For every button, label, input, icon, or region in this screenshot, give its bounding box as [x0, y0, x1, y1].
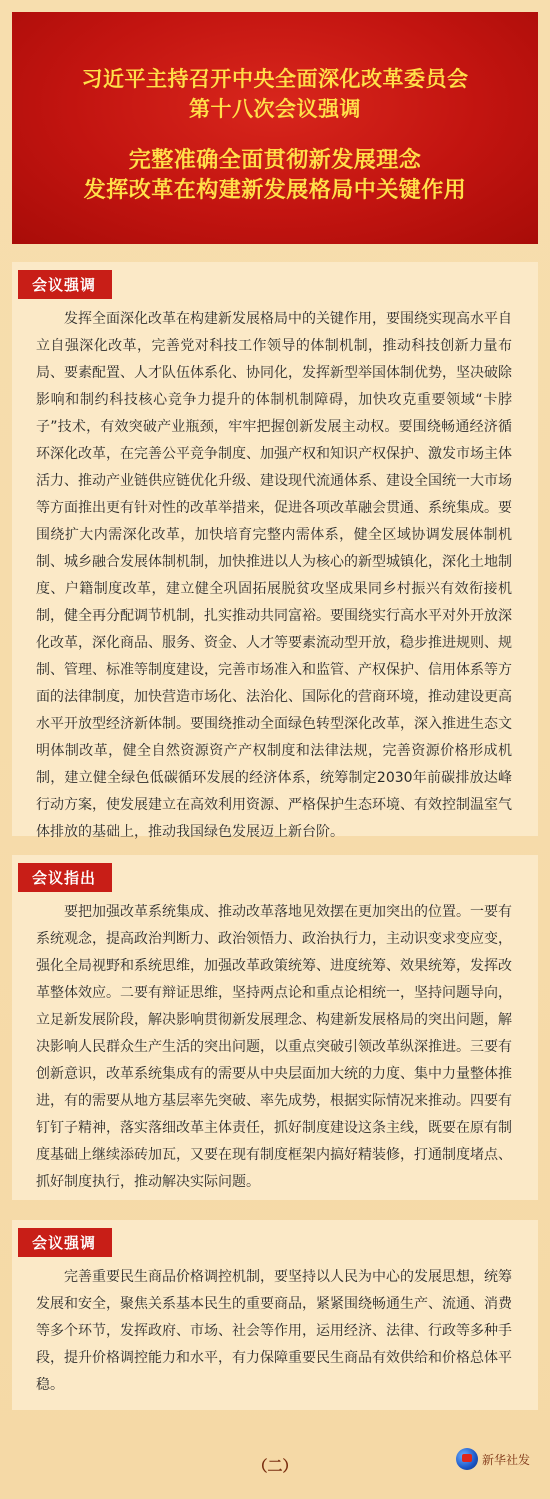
header-banner	[12, 12, 538, 244]
headline-line-2: 第十八次会议强调	[189, 97, 361, 121]
headline-line-1: 习近平主持召开中央全面深化改革委员会	[81, 67, 469, 91]
section-body: 要把加强改革系统集成、推动改革落地见效摆在更加突出的位置。一要有系统观念，提高政治判断力、政治领悟力、政治执行力，主动识变求变应变，强化全局视野和系统思维，加强改革政策统筹、进度统筹、效果统筹，发挥改革整体效应。二要有辩证思维，坚持两点论和重点论相统一，坚持问题导向，立足新发展阶段，解决影响贯彻新发展理念、构建新发展格局的突出问题，解决影响人民群众生产生活的突出问题，以重点突破引领改革纵深推进。三要有创新意识，改革系统集成有的需要从中央层面加大统的力度、集中力量整体推进，有的需要从地方基层率先突破、率先成势，根据实际情况来推动。四要有钉钉子精神，落实落细改革主体责任，抓好制度建设这条主线，既要在原有制度基础上继续添砖加瓦，又要在现有制度框架内搞好精装修，打通制度堵点、抓好制度执行，推动解决实际问题。	[36, 904, 512, 1190]
section-tag: 会议强调	[18, 1228, 112, 1257]
section-2	[12, 855, 538, 1200]
section-body: 完善重要民生商品价格调控机制，要坚持以人民为中心的发展思想，统筹发展和安全，聚焦关系基本民生的重要商品，紧紧围绕畅通生产、流通、消费等多个环节，发挥政府、市场、社会等作用，运用经济、法律、行政等多种手段，提升价格调控能力和水平，有力保障重要民生商品有效供给和价格总体平稳。	[36, 1269, 512, 1393]
source-label: 新华社发	[482, 1452, 531, 1467]
section-1	[12, 262, 538, 840]
source-logo	[456, 1448, 530, 1470]
section-3	[12, 1220, 538, 1410]
subheadline-line-1: 完整准确全面贯彻新发展理念	[128, 148, 422, 173]
subheadline-line-2: 发挥改革在构建新发展格局中关键作用	[83, 178, 467, 203]
xinhua-globe-icon	[456, 1448, 478, 1470]
page-number: （二）	[252, 1457, 298, 1475]
section-tag: 会议强调	[18, 270, 112, 299]
section-body: 发挥全面深化改革在构建新发展格局中的关键作用，要围绕实现高水平自立自强深化改革，完善党对科技工作领导的体制机制，推动科技创新力量布局、要素配置、人才队伍体系化、协同化，发挥新型举国体制优势，坚决破除影响和制约科技核心竞争力提升的体制机制障碍，加快攻克重要领域“卡脖子”技术，有效突破产业瓶颈，牢牢把握创新发展主动权。要围绕畅通经济循环深化改革，在完善公平竞争制度、加强产权和知识产权保护、激发市场主体活力、推动产业链供应链优化升级、建设现代流通体系、建设全国统一大市场等方面推出更有针对性的改革举措来，促进各项改革融会贯通、系统集成。要围绕扩大内需深化改革，加快培育完整内需体系，健全区域协调发展体制机制、城乡融合发展体制机制，加快推进以人为核心的新型城镇化，深化土地制度、户籍制度改革，建立健全巩固拓展脱贫攻坚成果同乡村振兴有效衔接机制，健全再分配调节机制，扎实推动共同富裕。要围绕实行高水平对外开放深化改革，深化商品、服务、资金、人才等要素流动型开放，稳步推进规则、规制、管理、标准等制度建设，完善市场准入和监管、产权保护、信用体系等方面的法律制度，加快营造市场化、法治化、国际化的营商环境，推动建设更高水平开放型经济新体制。要围绕推动全面绿色转型深化改革，深入推进生态文明体制改革，健全自然资源资产产权制度和法律法规，完善资源价格形成机制，建立健全绿色低碳循环发展的经济体系，统筹制定2030年前碳排放达峰行动方案，使发展建立在高效利用资源、严格保护生态环境、有效控制温室气体排放的基础上，推动我国绿色发展迈上新台阶。	[36, 311, 512, 840]
section-tag: 会议指出	[18, 863, 112, 892]
